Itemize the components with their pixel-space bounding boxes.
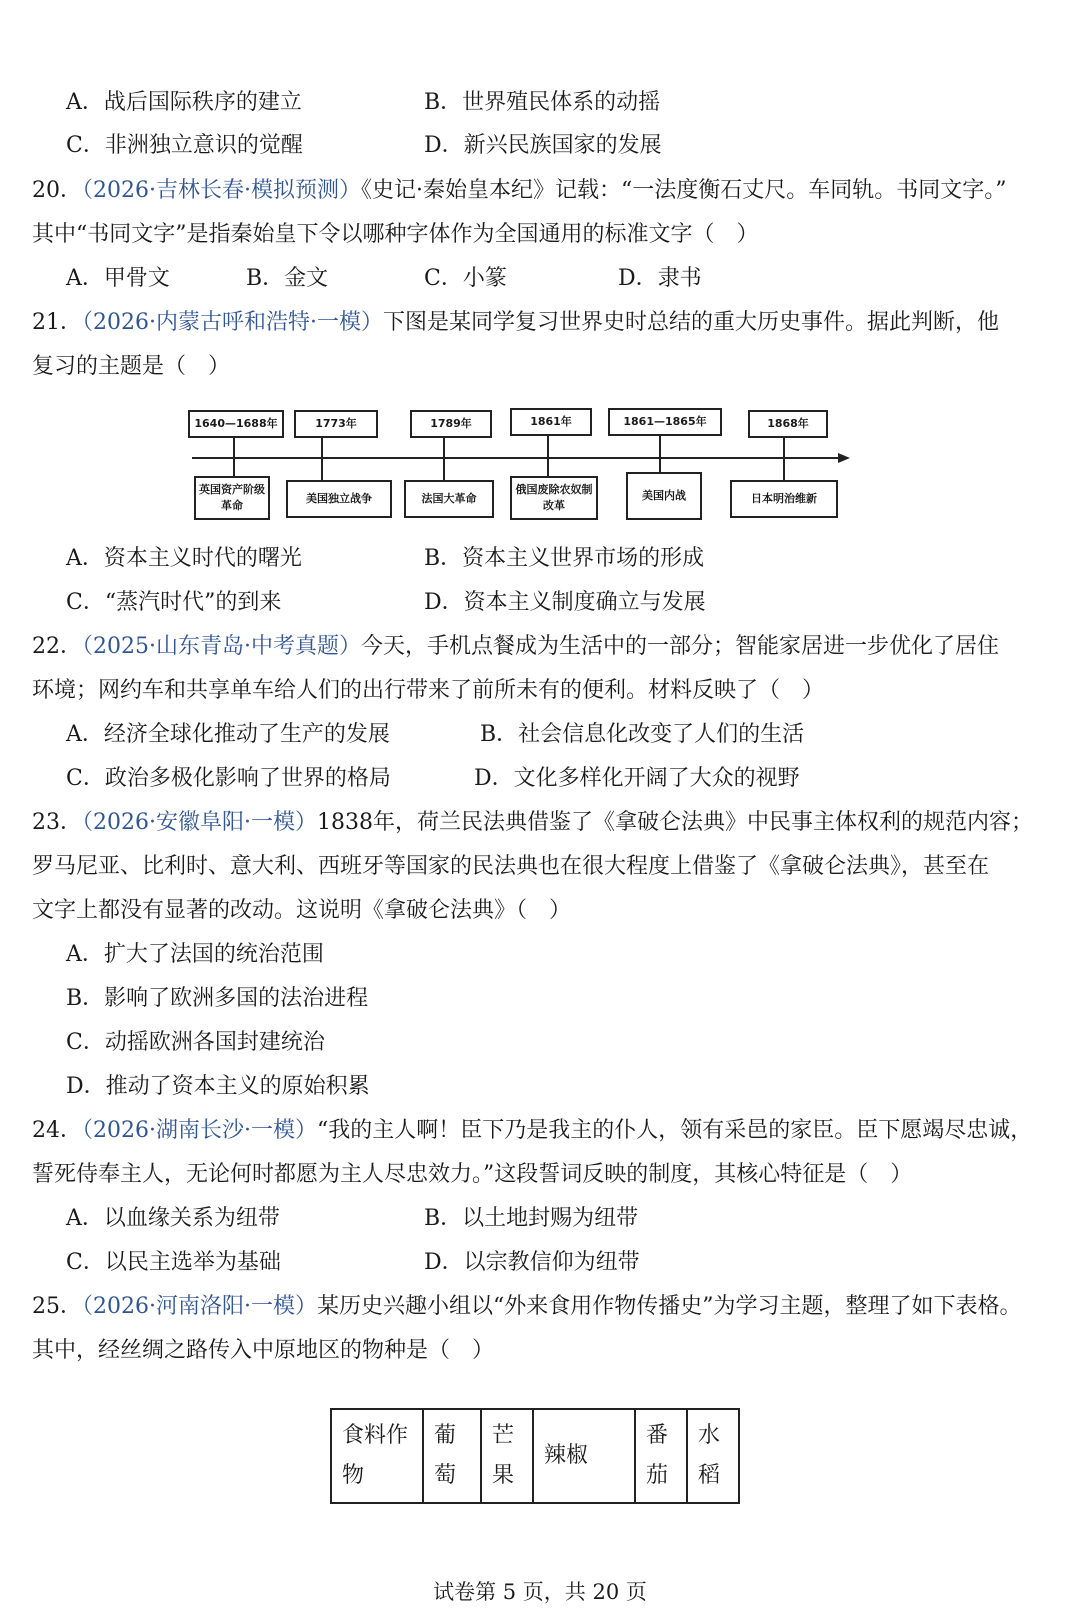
timeline-event-3: 法国大革命 [404, 480, 494, 518]
q23-option-b: B．影响了欧洲多国的法治进程 [66, 986, 369, 1011]
q21-line-1 [32, 308, 999, 338]
table-cell-tomato: 番茄 [635, 1409, 687, 1503]
q21-source: （2026·内蒙古呼和浩特·一模） [82, 310, 383, 335]
table-cell-chili: 辣椒 [533, 1409, 635, 1503]
q20-option-d: D．隶书 [618, 266, 702, 291]
timeline-event-5: 美国内战 [626, 472, 702, 520]
q20-option-c: C．小篆 [424, 266, 507, 291]
q24-text-1: “我的主人啊！臣下乃是我主的仆人，领有采邑的家臣。臣下愿竭尽忠诚， [316, 1118, 1033, 1143]
q22-text-1: 今天，手机点餐成为生活中的一部分；智能家居进一步优化了居住 [360, 634, 999, 659]
timeline-diagram [188, 410, 868, 540]
table-cell-rice: 水稻 [687, 1409, 739, 1503]
timeline-year-5: 1861—1865年 [608, 408, 722, 436]
q22-source: （2025·山东青岛·中考真题） [82, 634, 361, 659]
timeline-year-3: 1789年 [410, 410, 492, 438]
page-footer: 试卷第 5 页，共 20 页 [433, 1580, 647, 1604]
q24-line-2: 誓死侍奉主人，无论何时都愿为主人尽忠效力。”这段誓词反映的制度，其核心特征是（ ） [32, 1162, 913, 1187]
q22-option-a: A．经济全球化推动了生产的发展 [66, 722, 390, 747]
q21-line-2: 复习的主题是（ ） [32, 354, 231, 379]
timeline-year-2: 1773年 [294, 410, 378, 438]
q19-option-c: C．非洲独立意识的觉醒 [66, 133, 303, 158]
q21-option-c: C．“蒸汽时代”的到来 [66, 590, 282, 615]
timeline-year-6: 1868年 [748, 410, 828, 438]
q20-option-a: A．甲骨文 [66, 266, 170, 291]
timeline-event-1: 英国资产阶级革命 [194, 476, 270, 520]
q19-option-a: A．战后国际秩序的建立 [66, 90, 302, 115]
q23-number: 23． [32, 810, 82, 835]
q25-source: （2026·河南洛阳·一模） [82, 1294, 317, 1319]
q21-option-b: B．资本主义世界市场的形成 [424, 546, 705, 571]
q23-source: （2026·安徽阜阳·一模） [82, 810, 317, 835]
q20-option-b: B．金文 [246, 266, 329, 291]
timeline-event-2: 美国独立战争 [286, 480, 392, 518]
q21-number: 21． [32, 310, 82, 335]
q24-option-c: C．以民主选举为基础 [66, 1250, 281, 1275]
q20-number: 20． [32, 178, 82, 203]
q24-line-1 [32, 1116, 1032, 1146]
timeline-year-4: 1861年 [510, 408, 592, 436]
q23-text-1: 1838年，荷兰民法典借鉴了《拿破仑法典》中民事主体权利的规范内容； [316, 810, 1033, 835]
q24-option-a: A．以血缘关系为纽带 [66, 1206, 280, 1231]
q24-source: （2026·湖南长沙·一模） [82, 1118, 317, 1143]
timeline-event-4: 俄国废除农奴制改革 [510, 476, 598, 520]
q23-option-a: A．扩大了法国的统治范围 [66, 942, 324, 967]
q22-line-1 [32, 632, 999, 662]
q25-text-1: 某历史兴趣小组以“外来食用作物传播史”为学习主题，整理了如下表格。 [316, 1294, 1022, 1319]
q25-number: 25． [32, 1294, 82, 1319]
timeline-year-1: 1640—1688年 [188, 410, 284, 438]
q22-option-d: D．文化多样化开阔了大众的视野 [474, 766, 800, 791]
timeline-event-6: 日本明治维新 [730, 480, 838, 518]
table-row [331, 1409, 739, 1503]
q21-option-d: D．资本主义制度确立与发展 [424, 590, 706, 615]
q20-source: （2026·吉林长春·模拟预测） [82, 178, 361, 203]
q20-line-1 [32, 176, 1006, 206]
q19-option-b: B．世界殖民体系的动摇 [424, 90, 661, 115]
q22-line-2: 环境；网约车和共享单车给人们的出行带来了前所未有的便利。材料反映了（ ） [32, 678, 825, 703]
crop-table [330, 1408, 740, 1504]
q22-option-c: C．政治多极化影响了世界的格局 [66, 766, 391, 791]
table-cell-grape: 葡萄 [423, 1409, 481, 1503]
table-cell-header: 食料作物 [331, 1409, 423, 1503]
q25-line-2: 其中，经丝绸之路传入中原地区的物种是（ ） [32, 1338, 495, 1363]
q24-option-d: D．以宗教信仰为纽带 [424, 1250, 640, 1275]
q23-line-3: 文字上都没有显著的改动。这说明《拿破仑法典》（ ） [32, 898, 572, 923]
q23-option-d: D．推动了资本主义的原始积累 [66, 1074, 370, 1099]
q22-option-b: B．社会信息化改变了人们的生活 [480, 722, 805, 747]
q21-option-a: A．资本主义时代的曙光 [66, 546, 302, 571]
q22-number: 22． [32, 634, 82, 659]
q20-text-1: 《史记·秦始皇本纪》记载：“一法度衡石丈尺。车同轨。书同文字。” [360, 178, 1007, 203]
q21-text-1: 下图是某同学复习世界史时总结的重大历史事件。据此判断，他 [382, 310, 999, 335]
q24-option-b: B．以土地封赐为纽带 [424, 1206, 639, 1231]
q23-line-2: 罗马尼亚、比利时、意大利、西班牙等国家的民法典也在很大程度上借鉴了《拿破仑法典》，甚至在 [32, 854, 990, 879]
q23-option-c: C．动摇欧洲各国封建统治 [66, 1030, 325, 1055]
q25-line-1 [32, 1292, 1021, 1322]
table-cell-mango: 芒果 [481, 1409, 533, 1503]
q23-line-1 [32, 808, 1033, 838]
q24-number: 24． [32, 1118, 82, 1143]
q20-line-2: 其中“书同文字”是指秦始皇下令以哪种字体作为全国通用的标准文字（ ） [32, 222, 759, 247]
q19-option-d: D．新兴民族国家的发展 [424, 133, 662, 158]
